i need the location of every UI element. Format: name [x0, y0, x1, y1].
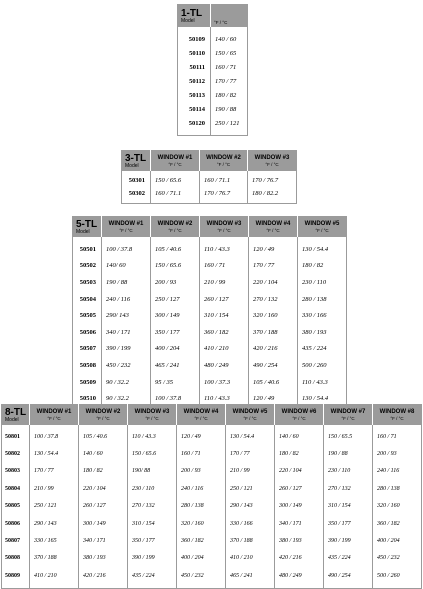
- temperature-cell: 270 / 132: [249, 291, 298, 308]
- table-row: [2, 550, 422, 567]
- table-row: [73, 357, 347, 374]
- unit-label: °F / °C: [266, 227, 280, 233]
- temperature-cell: 160 / 71: [373, 428, 422, 445]
- model-label: Model: [125, 162, 139, 169]
- model-header-cell: [2, 405, 30, 426]
- table-row: [73, 291, 347, 308]
- temperature-cell: 100 / 37.8: [102, 241, 151, 258]
- unit-label: °F / °C: [168, 161, 182, 167]
- row-spacer: [2, 585, 422, 589]
- spacer-cell: [2, 585, 30, 589]
- temperature-cell: 435 / 224: [128, 567, 177, 584]
- unit-label: °F / °C: [341, 415, 355, 421]
- temperature-cell: 250 / 121: [30, 498, 79, 515]
- temperature-cell: 250 / 127: [151, 291, 200, 308]
- window-name: WINDOW #1: [108, 220, 144, 227]
- temperature-cell: 100 / 37.8: [151, 390, 200, 407]
- model-number-cell: 50501: [79, 245, 96, 253]
- window-name: WINDOW #3: [206, 220, 242, 227]
- model-number-cell: 50503: [79, 278, 96, 286]
- temperature-cell: 120 / 49: [177, 428, 226, 445]
- temperature-cell: 190/ 88: [128, 463, 177, 480]
- spacer-cell: [275, 585, 324, 589]
- temperature-cell: 420 / 216: [249, 341, 298, 358]
- table-header: [178, 5, 248, 28]
- temperature-cell: 220 / 104: [249, 274, 298, 291]
- unit-label: °F / °C: [292, 415, 306, 421]
- table-row: [178, 32, 248, 46]
- model-number-cell: 50807: [5, 538, 20, 545]
- temperature-cell: 160 / 71: [200, 258, 249, 275]
- temperature-cell: 310 / 154: [324, 498, 373, 515]
- temperature-cell: 220 / 104: [79, 480, 128, 497]
- temperature-cell: 230 / 110: [128, 480, 177, 497]
- temperature-cell: 380 / 193: [298, 324, 347, 341]
- spacer-cell: [30, 585, 79, 589]
- temperature-cell: 360 / 182: [177, 532, 226, 549]
- temperature-cell: 340 / 171: [79, 532, 128, 549]
- temperature-cell: 450 / 232: [177, 567, 226, 584]
- table-row: [2, 515, 422, 532]
- temperature-cell: 340 / 171: [275, 515, 324, 532]
- model-number-cell: 50508: [79, 361, 96, 369]
- temperature-cell: 310 / 154: [200, 307, 249, 324]
- temperature-cell: 105 / 40.6: [79, 428, 128, 445]
- temperature-cell: 90 / 32.2: [102, 374, 151, 391]
- temperature-cell: 400 / 204: [151, 341, 200, 358]
- unit-label: °F / °C: [390, 415, 404, 421]
- model-number-cell: 50502: [79, 262, 96, 270]
- model-number-cell: 50506: [79, 328, 96, 336]
- temperature-cell: 360 / 182: [200, 324, 249, 341]
- window-header-3: [128, 405, 177, 426]
- model-label: Model: [181, 17, 195, 24]
- model-label: Model: [76, 228, 90, 235]
- window-header-1: [151, 151, 200, 172]
- table-row: [122, 187, 297, 200]
- table-title: 8-TL: [5, 406, 27, 418]
- temperature-cell: 370 / 188: [30, 550, 79, 567]
- temperature-cell: 420 / 216: [275, 550, 324, 567]
- temperature-cell: 170 / 77: [249, 258, 298, 275]
- temperature-cell: 230 / 110: [324, 463, 373, 480]
- temperature-cell: 105 / 40.6: [249, 374, 298, 391]
- model-number-cell: 50509: [79, 378, 96, 386]
- model-number-cell: 50302: [128, 190, 145, 197]
- table-row: [2, 428, 422, 445]
- table-row: [2, 480, 422, 497]
- temperature-cell: 310 / 154: [128, 515, 177, 532]
- table-header: [73, 217, 347, 238]
- temperature-cell: 465 / 241: [151, 357, 200, 374]
- table-1-tl: [177, 4, 248, 136]
- window-name: WINDOW #5: [232, 408, 268, 415]
- temperature-cell: 390 / 199: [102, 341, 151, 358]
- window-header-2: [200, 151, 248, 172]
- temperature-cell: 140/ 60: [102, 258, 151, 275]
- temperature-cell: 360 / 182: [373, 515, 422, 532]
- model-number-cell: 50801: [5, 433, 20, 440]
- window-header-7: [324, 405, 373, 426]
- temperature-cell: 280 / 138: [373, 480, 422, 497]
- temperature-cell: 150 / 65.6: [128, 445, 177, 462]
- temperature-cell: 170 / 76.7: [248, 174, 297, 187]
- table-header: [122, 151, 297, 172]
- row-spacer: [122, 200, 297, 204]
- model-number-cell: 50507: [79, 345, 96, 353]
- model-label: Model: [5, 416, 19, 423]
- temperature-cell: 160 / 71: [177, 445, 226, 462]
- window-name: WINDOW #7: [330, 408, 366, 415]
- model-number-cell: 50802: [5, 451, 20, 458]
- temperature-cell: 180 / 82: [275, 445, 324, 462]
- unit-header-cell: [211, 5, 248, 28]
- temperature-cell: 500 / 260: [373, 567, 422, 584]
- row-spacer: [178, 130, 248, 136]
- spacer-cell: [128, 585, 177, 589]
- unit-label: °F / °C: [265, 161, 279, 167]
- unit-label: °F / °C: [216, 161, 231, 167]
- temperature-cell: 240 / 116: [373, 463, 422, 480]
- temperature-cell: 90 / 32.2: [102, 390, 151, 407]
- window-name: WINDOW #3: [254, 154, 290, 161]
- temperature-cell: 180 / 82.2: [248, 187, 297, 200]
- model-number-cell: 50808: [5, 555, 20, 562]
- temperature-cell: 400 / 204: [177, 550, 226, 567]
- model-number-cell: 50510: [79, 395, 96, 403]
- temperature-cell: 210 / 99: [226, 463, 275, 480]
- temperature-cell: 450 / 232: [373, 550, 422, 567]
- temperature-cell: 190 / 88: [324, 445, 373, 462]
- unit-label: °F / °C: [243, 415, 257, 421]
- temperature-cell: 130 / 54.4: [298, 390, 347, 407]
- window-name: WINDOW #1: [36, 408, 72, 415]
- table-row: [2, 532, 422, 549]
- model-number-cell: 50120: [188, 119, 205, 127]
- temperature-cell: 150 / 65: [211, 46, 248, 60]
- temperature-cell: 200 / 93: [151, 274, 200, 291]
- window-name: WINDOW #6: [281, 408, 317, 415]
- temperature-cell: 260 / 127: [200, 291, 249, 308]
- temperature-cell: 320 / 160: [373, 498, 422, 515]
- spacer-cell: [122, 200, 151, 204]
- temperature-cell: 160 / 71.1: [200, 174, 248, 187]
- temperature-cell: 95 / 35: [151, 374, 200, 391]
- unit-label: °F / °C: [315, 227, 329, 233]
- spacer-cell: [79, 585, 128, 589]
- temperature-cell: 260 / 127: [275, 480, 324, 497]
- temperature-cell: 180 / 82: [298, 258, 347, 275]
- model-header-cell: [122, 151, 151, 172]
- table-row: [2, 498, 422, 515]
- temperature-cell: 270 / 132: [324, 480, 373, 497]
- temperature-cell: 110 / 43.3: [128, 428, 177, 445]
- temperature-cell: 150 / 65.5: [324, 428, 373, 445]
- temperature-cell: 340 / 171: [102, 324, 151, 341]
- temperature-cell: 170 / 77: [30, 463, 79, 480]
- temperature-cell: 390 / 199: [128, 550, 177, 567]
- window-name: WINDOW #5: [304, 220, 340, 227]
- temperature-cell: 350 / 177: [151, 324, 200, 341]
- window-name: WINDOW #4: [255, 220, 291, 227]
- temperature-cell: 290 / 143: [30, 515, 79, 532]
- temperature-cell: 160 / 71.1: [151, 187, 200, 200]
- model-number-cell: 50113: [189, 91, 205, 99]
- table-row: [73, 274, 347, 291]
- model-number-cell: 50805: [5, 503, 20, 510]
- temperature-cell: 110 / 43.3: [200, 241, 249, 258]
- temperature-cell: 290 / 143: [226, 498, 275, 515]
- unit-label: °F / °C: [217, 227, 231, 233]
- temperature-cell: 130 / 54.4: [226, 428, 275, 445]
- window-name: WINDOW #1: [157, 154, 193, 161]
- spacer-cell: [373, 585, 422, 589]
- temperature-cell: 420 / 216: [79, 567, 128, 584]
- temperature-cell: 330 / 166: [226, 515, 275, 532]
- temperature-cell: 480 / 249: [200, 357, 249, 374]
- unit-label: °F / °C: [119, 227, 133, 233]
- temperature-cell: 400 / 204: [373, 532, 422, 549]
- temperature-cell: 170 / 76.7: [200, 187, 248, 200]
- temperature-cell: 410 / 210: [200, 341, 249, 358]
- temperature-cell: 100 / 37.8: [30, 428, 79, 445]
- table-title: 5-TL: [76, 218, 98, 230]
- temperature-cell: 330 / 166: [298, 307, 347, 324]
- temperature-cell: 465 / 241: [226, 567, 275, 584]
- table-row: [2, 445, 422, 462]
- temperature-cell: 490 / 254: [249, 357, 298, 374]
- temperature-cell: 250 / 121: [226, 480, 275, 497]
- table-3-tl: [121, 150, 297, 204]
- model-number-cell: 50804: [5, 485, 20, 492]
- model-number-cell: 50504: [79, 295, 96, 303]
- spacer-cell: [226, 585, 275, 589]
- temperature-cell: 110 / 43.3: [200, 390, 249, 407]
- table-row: [178, 102, 248, 116]
- temperature-cell: 435 / 224: [324, 550, 373, 567]
- model-number-cell: 50109: [188, 35, 205, 43]
- table-row: [73, 241, 347, 258]
- temperature-cell: 280 / 138: [298, 291, 347, 308]
- temperature-cell: 370 / 188: [226, 532, 275, 549]
- temperature-cell: 390 / 199: [324, 532, 373, 549]
- temperature-cell: 320 / 160: [177, 515, 226, 532]
- table-row: [73, 341, 347, 358]
- unit-label: °F / °C: [47, 415, 61, 421]
- temperature-cell: 480 / 249: [275, 567, 324, 584]
- window-header-5: [298, 217, 347, 238]
- window-header-3: [200, 217, 249, 238]
- temperature-cell: 180 / 82: [211, 88, 248, 102]
- temperature-cell: 300 / 149: [275, 498, 324, 515]
- temperature-cell: 110 / 43.3: [298, 374, 347, 391]
- temperature-cell: 180 / 82: [79, 463, 128, 480]
- temperature-cell: 150 / 65.6: [151, 258, 200, 275]
- spacer-cell: [324, 585, 373, 589]
- temperature-cell: 280 / 138: [177, 498, 226, 515]
- model-number-cell: 50806: [5, 520, 20, 527]
- temperature-cell: 500 / 260: [298, 357, 347, 374]
- model-number-cell: 50112: [189, 77, 205, 85]
- temperature-cell: 320 / 160: [249, 307, 298, 324]
- unit-label: °F / °C: [214, 20, 228, 25]
- temperature-cell: 250 / 121: [211, 116, 248, 130]
- window-header-3: [248, 151, 297, 172]
- spacer-cell: [248, 200, 297, 204]
- window-name: WINDOW #8: [379, 408, 415, 415]
- spacer-cell: [211, 130, 248, 136]
- temperature-cell: 120 / 49: [249, 241, 298, 258]
- window-header-2: [79, 405, 128, 426]
- table-title: 3-TL: [125, 152, 147, 164]
- temperature-cell: 450 / 232: [102, 357, 151, 374]
- temperature-cell: 290/ 143: [102, 307, 151, 324]
- window-name: WINDOW #2: [157, 220, 193, 227]
- spacer-cell: [151, 200, 200, 204]
- temperature-cell: 410 / 210: [226, 550, 275, 567]
- model-number-cell: 50803: [5, 468, 20, 475]
- window-header-1: [30, 405, 79, 426]
- model-number-cell: 50301: [128, 177, 145, 184]
- temperature-cell: 410 / 210: [30, 567, 79, 584]
- temperature-cell: 100 / 37.3: [200, 374, 249, 391]
- window-header-5: [226, 405, 275, 426]
- window-header-2: [151, 217, 200, 238]
- table-row: [73, 324, 347, 341]
- table-row: [122, 174, 297, 187]
- spacer-cell: [200, 200, 248, 204]
- temperature-cell: 260 / 127: [79, 498, 128, 515]
- temperature-cell: 140 / 60: [79, 445, 128, 462]
- temperature-cell: 240 / 116: [102, 291, 151, 308]
- unit-label: °F / °C: [145, 415, 159, 421]
- table-row: [178, 116, 248, 130]
- temperature-cell: 300 / 149: [151, 307, 200, 324]
- temperature-cell: 230 / 110: [298, 274, 347, 291]
- spacer-cell: [177, 585, 226, 589]
- window-header-4: [249, 217, 298, 238]
- temperature-cell: 330 / 165: [30, 532, 79, 549]
- temperature-cell: 150 / 65.6: [151, 174, 200, 187]
- temperature-cell: 140 / 60: [275, 428, 324, 445]
- temperature-cell: 210 / 99: [30, 480, 79, 497]
- model-header-cell: [178, 5, 211, 28]
- window-header-4: [177, 405, 226, 426]
- temperature-cell: 350 / 177: [324, 515, 373, 532]
- temperature-cell: 435 / 224: [298, 341, 347, 358]
- temperature-cell: 490 / 254: [324, 567, 373, 584]
- spacer-cell: [178, 130, 211, 136]
- table-row: [178, 46, 248, 60]
- window-name: WINDOW #2: [206, 154, 241, 161]
- table-row: [73, 258, 347, 275]
- temperature-cell: 160 / 71: [211, 60, 248, 74]
- temperature-cell: 240 / 116: [177, 480, 226, 497]
- temperature-cell: 120 / 49: [249, 390, 298, 407]
- window-name: WINDOW #2: [85, 408, 121, 415]
- table-row: [178, 88, 248, 102]
- table-5-tl: [72, 216, 347, 412]
- temperature-cell: 270 / 132: [128, 498, 177, 515]
- window-header-1: [102, 217, 151, 238]
- model-number-cell: 50111: [189, 63, 205, 71]
- temperature-cell: 380 / 193: [79, 550, 128, 567]
- model-header-cell: [73, 217, 102, 238]
- temperature-cell: 380 / 193: [275, 532, 324, 549]
- model-number-cell: 50114: [189, 105, 205, 113]
- window-header-8: [373, 405, 422, 426]
- unit-label: °F / °C: [194, 415, 208, 421]
- unit-label: °F / °C: [168, 227, 182, 233]
- table-row: [73, 374, 347, 391]
- window-header-6: [275, 405, 324, 426]
- window-name: WINDOW #4: [183, 408, 219, 415]
- temperature-cell: 190 / 88: [102, 274, 151, 291]
- table-8-tl: [1, 404, 422, 589]
- temperature-cell: 140 / 60: [211, 32, 248, 46]
- temperature-cell: 300 / 149: [79, 515, 128, 532]
- temperature-cell: 170 / 77: [211, 74, 248, 88]
- temperature-cell: 105 / 40.6: [151, 241, 200, 258]
- model-number-cell: 50505: [79, 312, 96, 320]
- unit-label: °F / °C: [96, 415, 110, 421]
- model-number-cell: 50809: [5, 572, 20, 579]
- temperature-cell: 210 / 99: [200, 274, 249, 291]
- temperature-cell: 220 / 104: [275, 463, 324, 480]
- table-title: 1-TL: [181, 7, 203, 19]
- table-row: [2, 567, 422, 584]
- table-row: [73, 307, 347, 324]
- temperature-cell: 370 / 188: [249, 324, 298, 341]
- temperature-cell: 130 / 54.4: [30, 445, 79, 462]
- temperature-cell: 130 / 54.4: [298, 241, 347, 258]
- table-row: [178, 74, 248, 88]
- temperature-cell: 350 / 177: [128, 532, 177, 549]
- window-name: WINDOW #3: [134, 408, 170, 415]
- table-row: [2, 463, 422, 480]
- model-number-cell: 50110: [189, 49, 205, 57]
- temperature-cell: 190 / 88: [211, 102, 248, 116]
- temperature-cell: 200 / 93: [373, 445, 422, 462]
- temperature-cell: 200 / 93: [177, 463, 226, 480]
- table-row: [178, 60, 248, 74]
- temperature-cell: 170 / 77: [226, 445, 275, 462]
- table-header: [2, 405, 422, 426]
